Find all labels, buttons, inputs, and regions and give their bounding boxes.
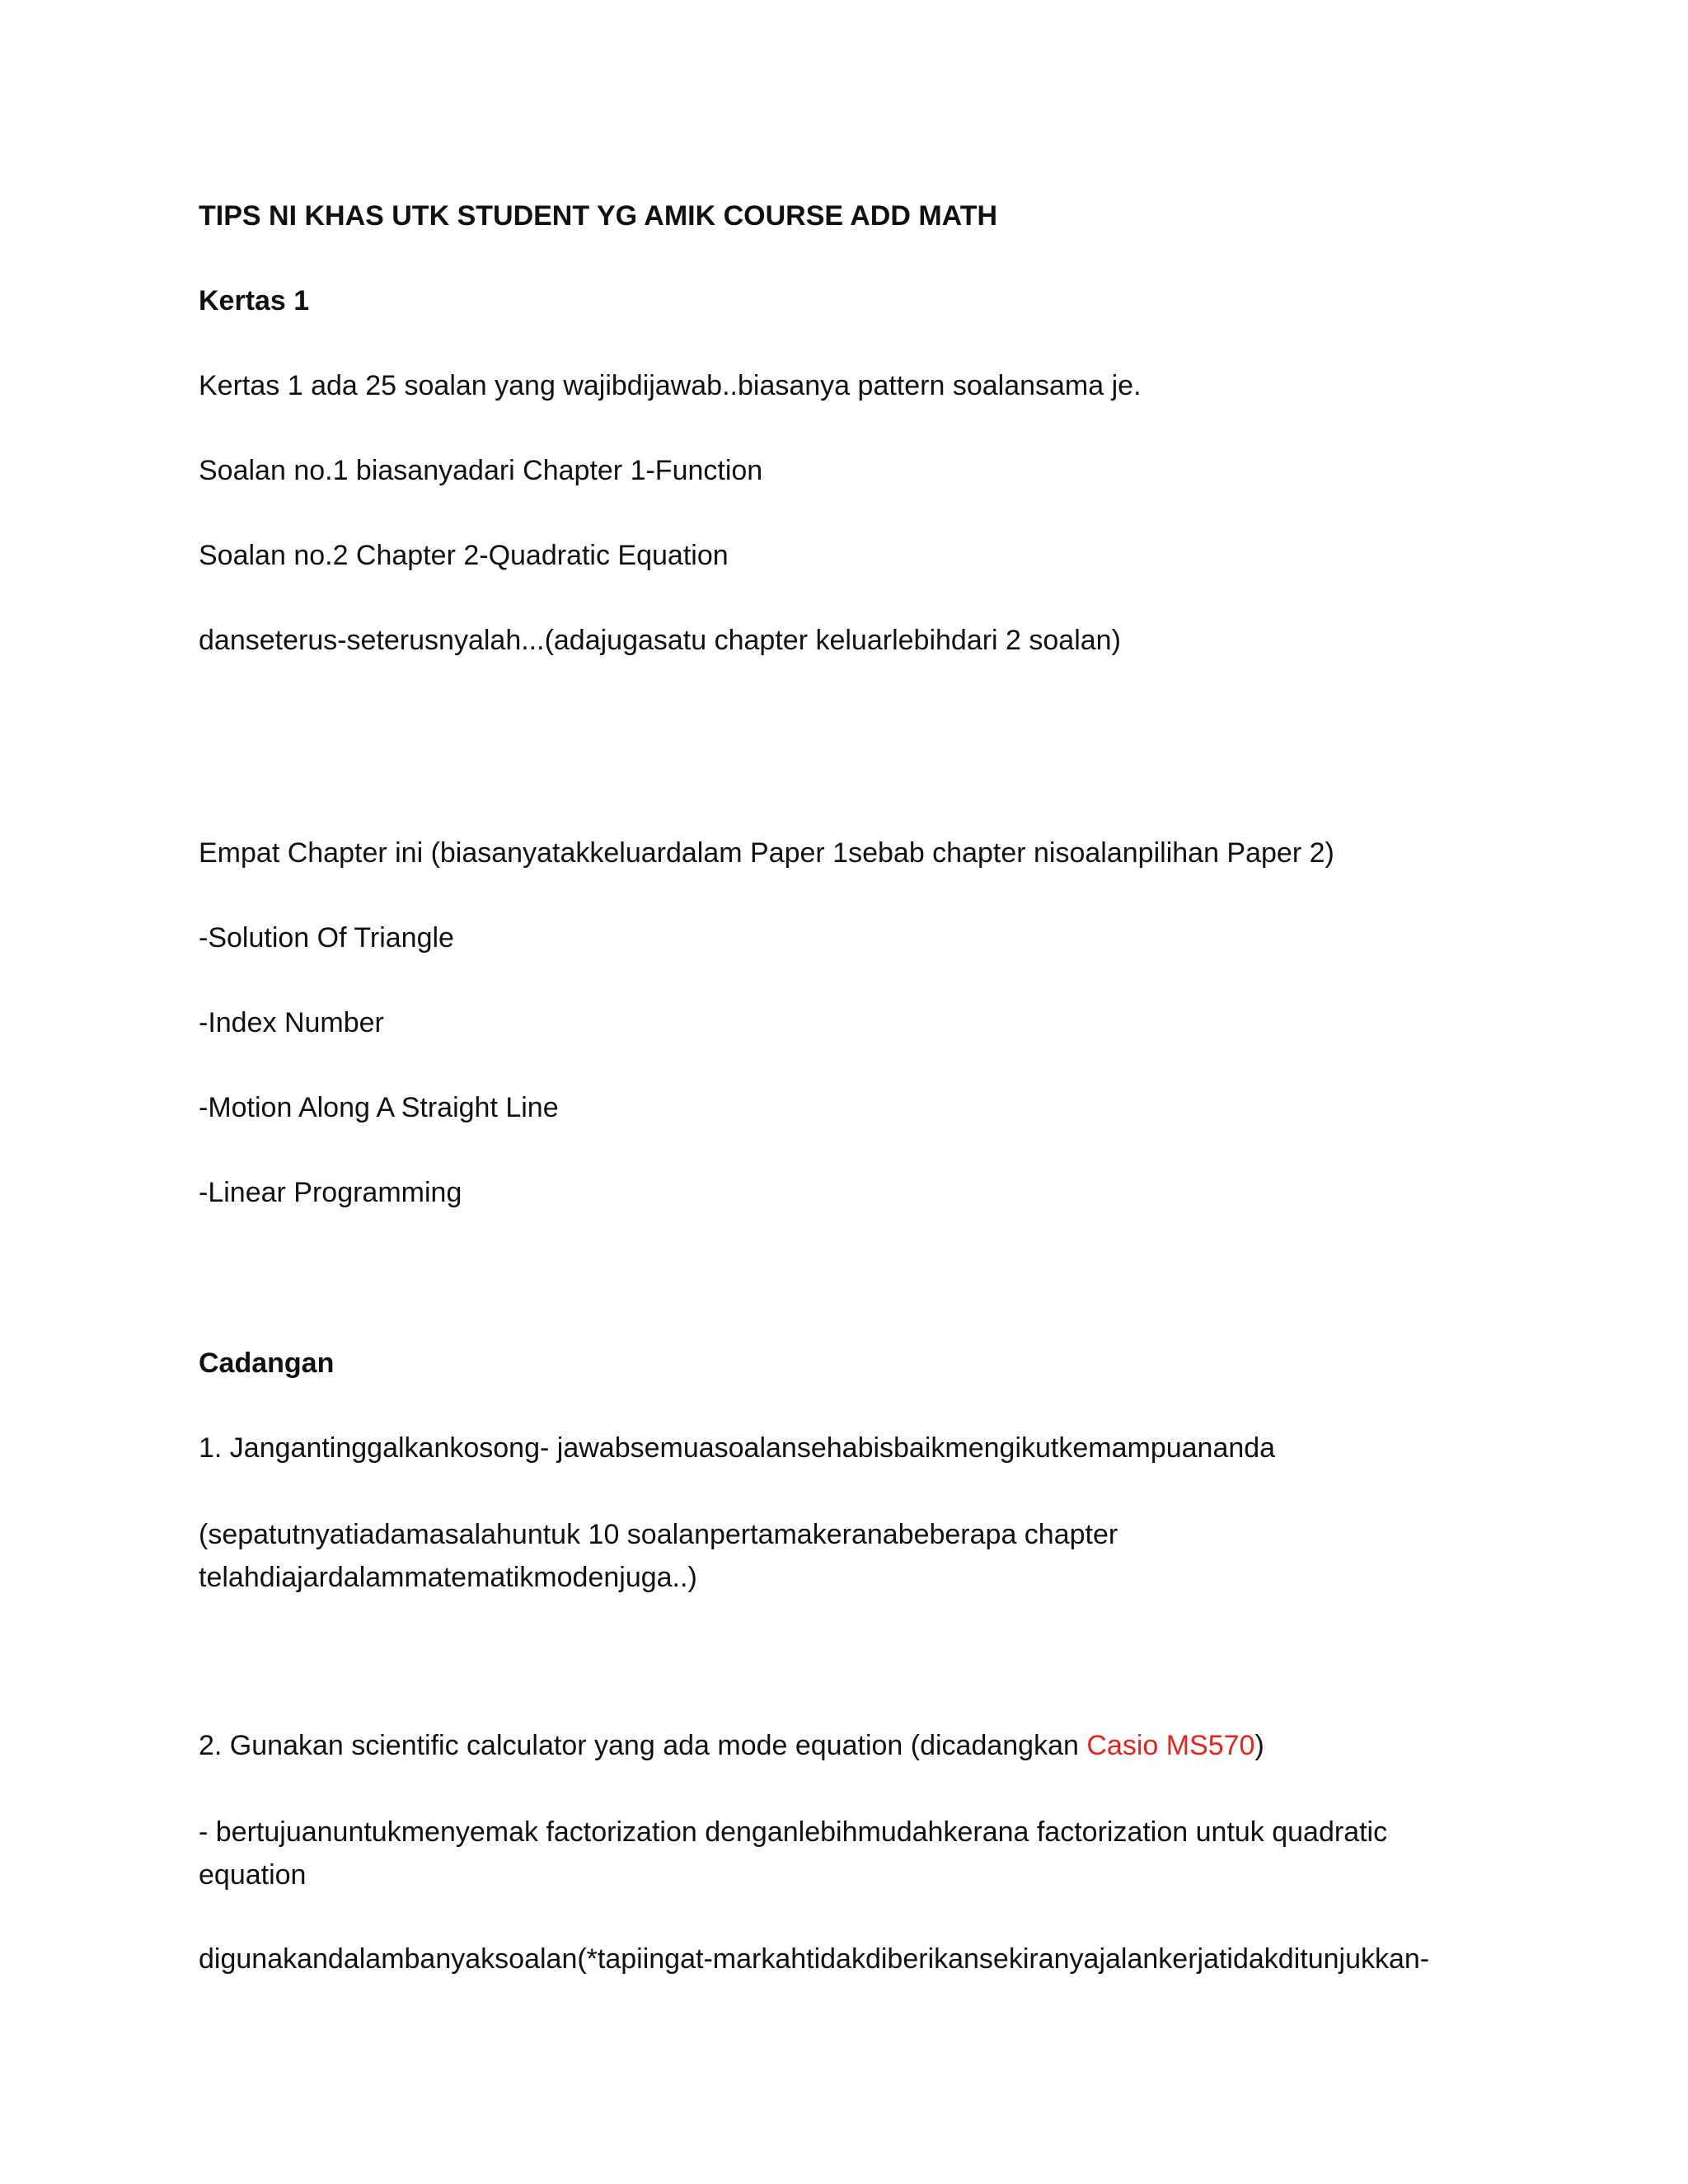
chapter-list-item: -Linear Programming bbox=[199, 1177, 462, 1208]
paragraph: Kertas 1 ada 25 soalan yang wajibdijawab..biasanya pattern soalansama je. bbox=[199, 370, 1142, 401]
chapter-list-item: -Solution Of Triangle bbox=[199, 922, 454, 954]
tip-item: 1. Jangantinggalkankosong- jawabsemuasoalansehabisbaikmengikutkemampuananda bbox=[199, 1432, 1276, 1464]
paragraph: digunakandalambanyaksoalan(*tapiingat-markahtidakdiberikansekiranyajalankerjatidakditunjukkan- bbox=[199, 1943, 1430, 1975]
paragraph: Soalan no.2 Chapter 2-Quadratic Equation bbox=[199, 540, 729, 571]
paragraph: danseterus-seterusnyalah...(adajugasatu chapter keluarlebihdari 2 soalan) bbox=[199, 625, 1121, 656]
tip-item bbox=[199, 1730, 1264, 1762]
tip-text: ) bbox=[1254, 1730, 1264, 1761]
document-title: TIPS NI KHAS UTK STUDENT YG AMIK COURSE ADD MATH bbox=[199, 200, 998, 232]
paragraph: Empat Chapter ini (biasanyatakkeluardalam Paper 1sebab chapter nisoalanpilihan Paper 2) bbox=[199, 837, 1334, 869]
section-heading-kertas-1: Kertas 1 bbox=[199, 285, 310, 316]
tip-note: - bertujuanuntukmenyemak factorization denganlebihmudahkerana factorization untuk quadratic equation bbox=[199, 1816, 1388, 1891]
tip-note: (sepatutnyatiadamasalahuntuk 10 soalanpertamakeranabeberapa chapter telahdiajardalammatematikmodenjuga..) bbox=[199, 1519, 1118, 1593]
paragraph: Soalan no.1 biasanyadari Chapter 1-Function bbox=[199, 455, 763, 486]
chapter-list-item: -Motion Along A Straight Line bbox=[199, 1092, 559, 1123]
section-heading-cadangan: Cadangan bbox=[199, 1347, 335, 1379]
calculator-highlight: Casio MS570 bbox=[1086, 1730, 1255, 1761]
chapter-list-item: -Index Number bbox=[199, 1007, 384, 1038]
tip-text: 2. Gunakan scientific calculator yang ada mode equation (dicadangkan bbox=[199, 1730, 1087, 1761]
